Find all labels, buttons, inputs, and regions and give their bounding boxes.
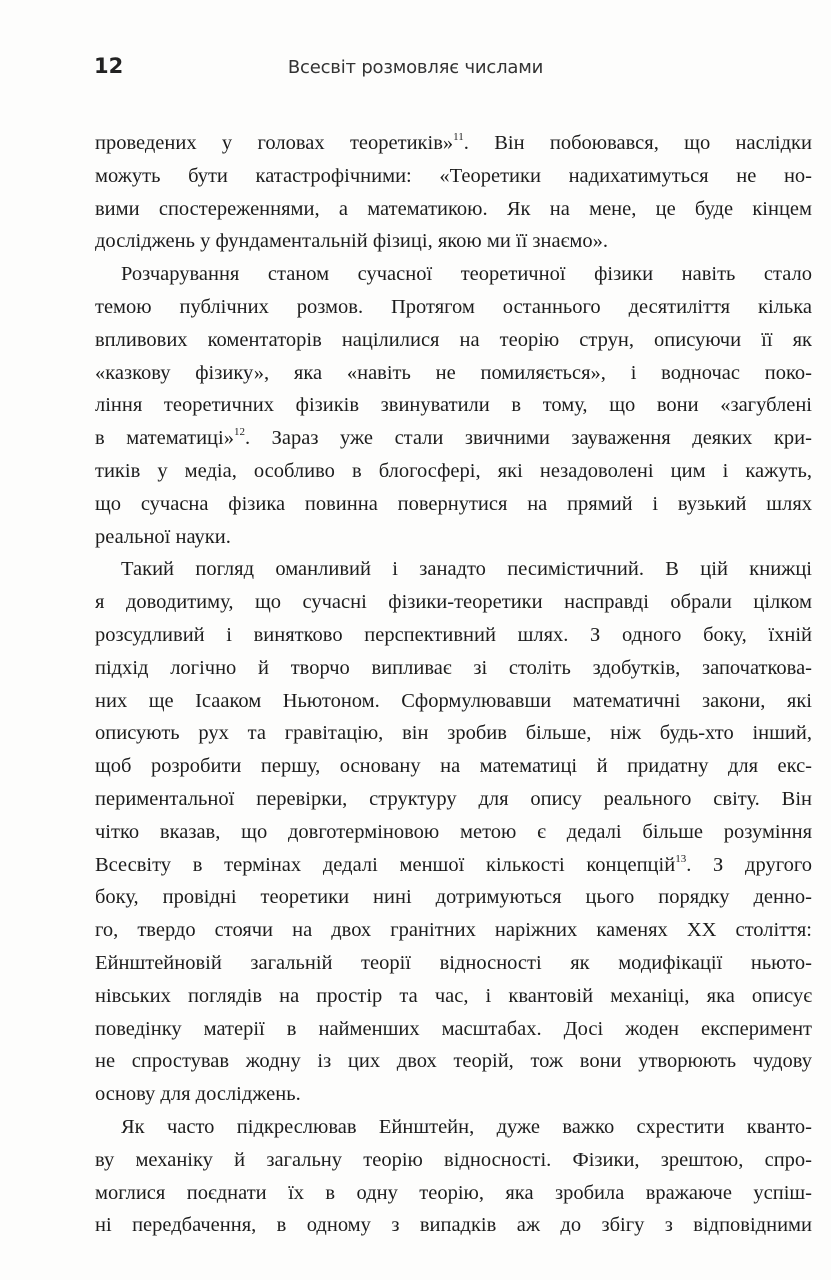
footnote-reference: 13 [675, 853, 687, 865]
text-segment: поведінку матерії в найменших масштабах. Досі жоден експеримент [95, 1017, 812, 1040]
text-line [95, 198, 812, 231]
text-line [95, 230, 812, 263]
text-line [95, 919, 812, 952]
text-line [95, 985, 812, 1018]
text-segment: Такий погляд оманливий і занадто песимістичний. В цій книжці [121, 558, 812, 581]
text-line [95, 1083, 812, 1116]
text-segment: досліджень у фундаментальній фізиці, якою ми її знаємо». [95, 230, 609, 253]
text-line [95, 886, 812, 919]
footnote-reference: 11 [453, 132, 464, 143]
text-segment: темою публічних розмов. Протягом останнього десятиліття кілька [95, 295, 812, 318]
text-line [95, 526, 812, 559]
footnote-reference: 12 [233, 427, 245, 439]
text-segment: чітко вказав, що довготерміновою метою є дедалі більше розуміння [95, 820, 812, 843]
text-line [95, 755, 812, 788]
text-segment: тиків у медіа, особливо в блогосфері, які незадоволені цим і кажуть, [95, 459, 812, 482]
text-segment: описують рух та гравітацію, він зробив більше, ніж будь-хто інший, [95, 722, 812, 745]
text-line [95, 132, 812, 165]
text-segment: ні передбачення, в одному з випадків аж до збігу з відповідними [95, 1214, 812, 1237]
text-line [95, 165, 812, 198]
text-segment: ління теоретичних фізиків звинуватили в тому, що вони «загублені [95, 394, 812, 417]
text-segment: в математиці» [95, 427, 234, 450]
text-segment: підхід логічно й творчо випливає зі століть здобутків, започаткова- [95, 656, 812, 679]
text-line [95, 1149, 812, 1182]
text-segment: можуть бути катастрофічними: «Теоретики надихатимуться не но- [95, 164, 812, 187]
text-segment: . Зараз уже стали звичними зауваження деяких кри- [244, 427, 812, 450]
text-line [95, 591, 812, 624]
text-line [95, 558, 812, 591]
text-line [95, 854, 812, 887]
text-segment: боку, провідні теоретики нині дотримуються цього порядку денно- [95, 886, 812, 909]
text-segment: Як часто підкреслював Ейнштейн, дуже важко схрестити кванто- [121, 1115, 812, 1138]
text-segment: Ейнштейновій загальній теорії відносності як модифікації ньюто- [95, 951, 812, 974]
text-segment: не спростував жодну із цих двох теорій, тож вони утворюють чудову [95, 1050, 812, 1073]
text-segment: моглися поєднати їх в одну теорію, яка зробила вражаюче успіш- [95, 1181, 812, 1204]
text-line [95, 460, 812, 493]
text-line [95, 296, 812, 329]
page-number: 12 [94, 54, 124, 78]
text-line [95, 690, 812, 723]
text-line [95, 1018, 812, 1051]
text-line [95, 362, 812, 395]
text-line [95, 952, 812, 985]
body-text [95, 132, 812, 1247]
text-segment: нівських поглядів на простір та час, і квантовій механіці, яка описує [95, 984, 812, 1007]
text-segment: основу для досліджень. [95, 1083, 301, 1106]
text-segment: Всесвіту в термінах дедалі меншої кількості концепцій [95, 853, 676, 876]
text-segment: вими спостереженнями, а математикою. Як на мене, це буде кінцем [95, 197, 812, 220]
text-line [95, 722, 812, 755]
text-segment: периментальної перевірки, структуру для опису реального світу. Він [95, 787, 812, 810]
text-segment: ву механіку й загальну теорію відносності. Фізики, зрештою, спро- [95, 1148, 812, 1171]
text-line [95, 1050, 812, 1083]
text-segment: реальної науки. [95, 525, 231, 548]
text-line [95, 394, 812, 427]
text-segment: розсудливий і винятково перспективний шлях. З одного боку, їхній [95, 623, 812, 646]
text-line [95, 493, 812, 526]
text-segment: них ще Ісааком Ньютоном. Сформулювавши математичні закони, які [95, 689, 812, 712]
text-segment: щоб розробити першу, основану на математиці й придатну для екс- [95, 755, 812, 778]
text-line [95, 1214, 812, 1247]
text-segment: проведених у головах теоретиків» [95, 132, 454, 154]
text-segment: го, твердо стоячи на двох гранітних наріжних каменях XX століття: [95, 919, 812, 942]
text-segment: що сучасна фізика повинна повернутися на прямий і вузький шлях [95, 492, 812, 515]
text-line [95, 624, 812, 657]
text-line [95, 427, 812, 460]
text-segment: . Він побоювався, що наслідки [463, 132, 812, 154]
text-line [95, 788, 812, 821]
text-line [95, 263, 812, 296]
text-segment: впливових коментаторів націлилися на теорію струн, описуючи її як [95, 328, 812, 351]
text-line [95, 657, 812, 690]
text-line [95, 821, 812, 854]
text-segment: «казкову фізику», яка «навіть не помиляється», і водночас поко- [95, 361, 812, 384]
running-title: Всесвіт розмовляє числами [287, 57, 544, 78]
text-segment: . З другого [686, 853, 812, 876]
text-line [95, 1116, 812, 1149]
text-segment: я доводитиму, що сучасні фізики-теоретики насправді обрали цілком [95, 591, 812, 614]
text-line [95, 329, 812, 362]
text-line [95, 1182, 812, 1215]
text-segment: Розчарування станом сучасної теоретичної фізики навіть стало [121, 263, 812, 286]
